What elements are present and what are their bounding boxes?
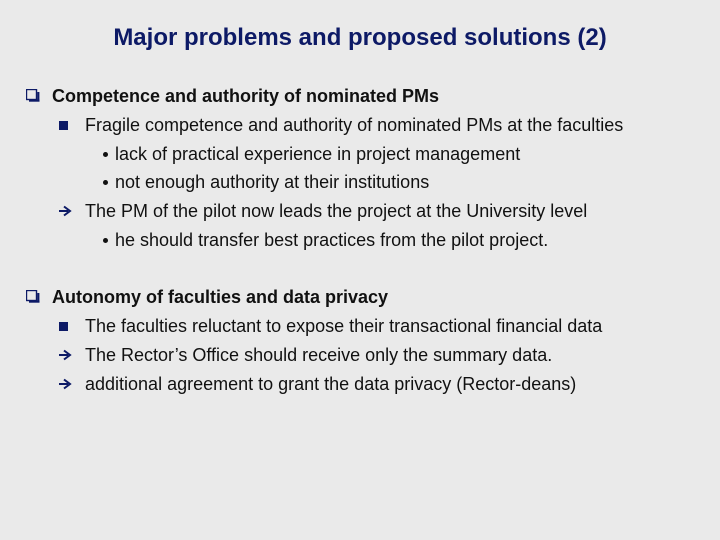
list-item-text: The PM of the pilot now leads the project at the University level: [85, 201, 588, 221]
dot-bullet-icon: [103, 152, 108, 157]
dot-bullet-icon: [103, 238, 108, 243]
list-item-text: The faculties reluctant to expose their transactional financial data: [85, 316, 603, 336]
arrow-bullet-icon: [58, 348, 72, 362]
section-heading-text: Autonomy of faculties and data privacy: [52, 287, 389, 307]
section-heading-text: Competence and authority of nominated PMs: [52, 86, 440, 106]
list-subitem-text: he should transfer best practices from the pilot project.: [115, 230, 549, 250]
list-subitem-text: lack of practical experience in project management: [115, 144, 521, 164]
q-box-icon: [26, 89, 40, 102]
arrow-bullet-icon: [58, 204, 72, 218]
square-bullet-icon: [59, 121, 68, 130]
slide-title: Major problems and proposed solutions (2): [113, 24, 607, 51]
q-box-icon: [26, 290, 40, 303]
list-subitem-text: not enough authority at their institutions: [115, 172, 430, 192]
list-item-text: The Rector’s Office should receive only the summary data.: [85, 345, 553, 365]
list-item-text: additional agreement to grant the data privacy (Rector-deans): [85, 374, 577, 394]
arrow-bullet-icon: [58, 377, 72, 391]
square-bullet-icon: [59, 322, 68, 331]
list-item-text: Fragile competence and authority of nominated PMs at the faculties: [85, 115, 624, 135]
dot-bullet-icon: [103, 180, 108, 185]
